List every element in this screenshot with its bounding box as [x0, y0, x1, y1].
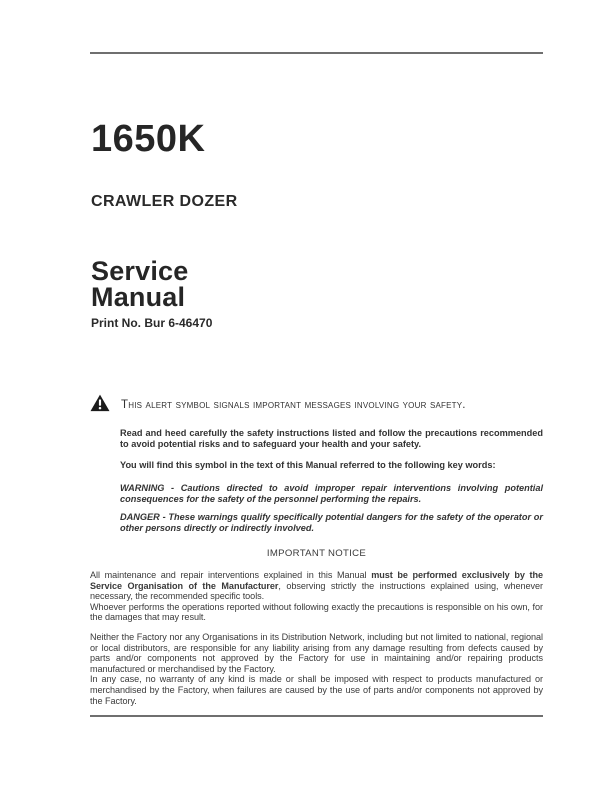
document-title-line2: Manual — [91, 282, 186, 312]
alert-symbol-caption: This alert symbol signals important messages involving your safety. — [121, 399, 466, 411]
notice-paragraph-2 — [90, 632, 543, 706]
safety-alert-row — [90, 394, 466, 412]
important-notice-heading: IMPORTANT NOTICE — [266, 548, 367, 559]
model-title: 1650K — [91, 118, 206, 160]
notice-paragraph-1-line1: All maintenance and repair interventions explained in this Manual must be performed exclusively by the Service Organisation of the Manufacturer, observing strictly the instructions explained using, whenever necessary, the recommended specific tools. — [90, 570, 544, 602]
document-title — [91, 258, 188, 310]
document-title-line1: Service — [91, 256, 189, 286]
danger-definition: DANGER - These warnings qualify specifically potential dangers for the safety of the operator or other persons directly or indirectly involved. — [120, 512, 543, 533]
notice-bold-clause: must be performed exclusively by the Service Organisation of the Manufacturer — [90, 570, 544, 591]
top-rule — [90, 52, 543, 54]
warning-definition: WARNING - Cautions directed to avoid improper repair interventions involving potential consequences for the safety of the personnel performing the repairs. — [120, 483, 543, 504]
notice-paragraph-2-line1: Neither the Factory nor any Organisations in its Distribution Network, including but not limited to national, regional or local distributors, are responsible for any liability arising from any damage resulting from defects caused by parts and/or components not approved by the Factory for use in maintaining and/or repairing products manufactured or merchandised by the Factory. — [90, 632, 543, 674]
notice-paragraph-1 — [90, 570, 543, 623]
key-words-intro: You will find this symbol in the text of this Manual referred to the following key words: — [120, 460, 496, 470]
notice-paragraph-2-line2: In any case, no warranty of any kind is made or shall be imposed with respect to products manufactured or merchandised by the Factory, when failures are caused by the use of parts and/or components not approved by the Factory. — [90, 674, 543, 706]
notice-paragraph-1-line2: Whoever performs the operations reported without following exactly the precautions is responsible on his own, for the damages that may result. — [90, 601, 543, 623]
bottom-rule — [90, 715, 543, 717]
warning-triangle-icon — [90, 394, 110, 412]
read-heed-paragraph: Read and heed carefully the safety instructions listed and follow the precautions recommended to avoid potential risks and to safeguard your health and your safety. — [120, 428, 543, 449]
machine-type-subtitle: CRAWLER DOZER — [91, 193, 238, 210]
print-number: Print No. Bur 6-46470 — [91, 316, 213, 330]
